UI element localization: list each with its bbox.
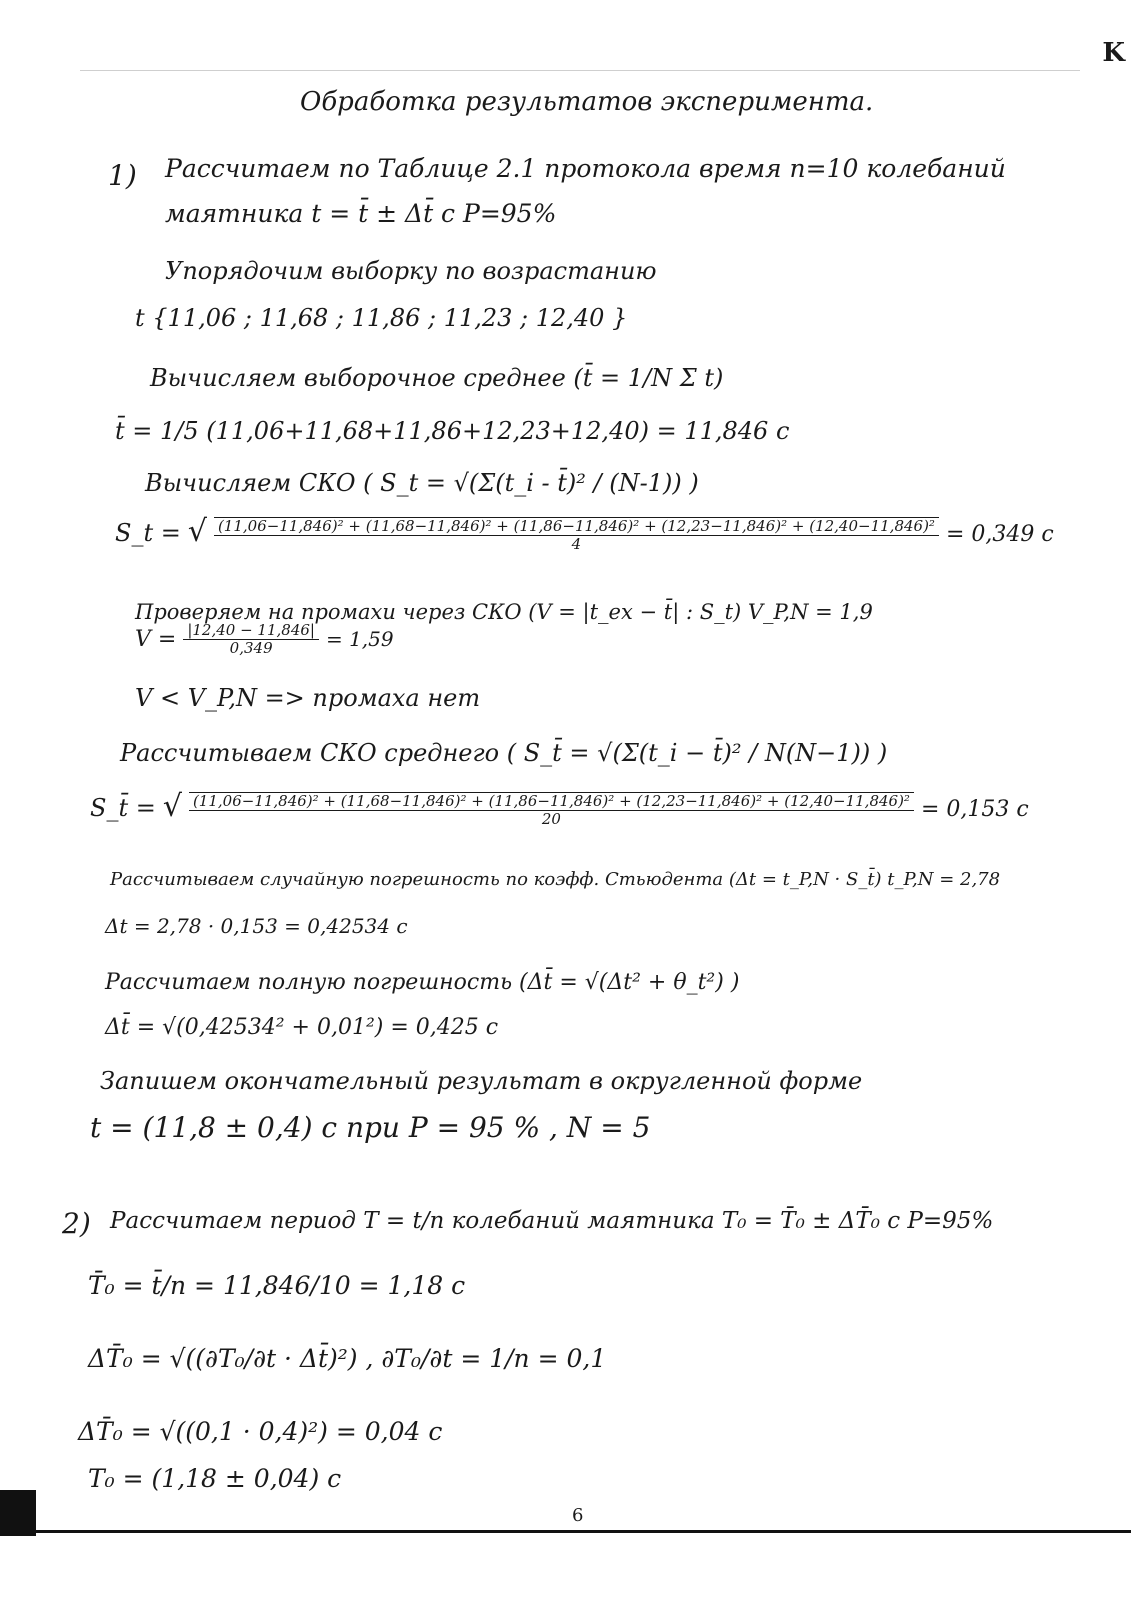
v-result: = 1,59 (325, 626, 394, 651)
section-2-line-1: Рассчитаем период T = t/n колебаний маятника T₀ = T̄₀ ± ΔT̄₀ с P=95% (110, 1208, 994, 1234)
sko-mean-label: S_t̄ = (90, 794, 156, 822)
full-error-intro: Рассчитаем полную погрешность (Δt̄ = √(Δt² + θ_t²) ) (105, 970, 740, 995)
sko-formula: S_t = √ (11,06−11,846)² + (11,68−11,846)² + (11,86−11,846)² + (12,23−11,846)² + (12,40−11,846)² 4 = 0,349 с (115, 514, 1054, 553)
random-error-calc: Δt = 2,78 · 0,153 = 0,42534 с (105, 914, 408, 938)
outlier-intro: Проверяем на промахи через СКО (V = |t_ex − t̄| : S_t) V_P,N = 1,9 (135, 600, 873, 624)
section-1-number: 1) (108, 159, 137, 192)
section-1-line-2: маятника t = t̄ ± Δt̄ с P=95% (165, 199, 557, 228)
section-1-line-1: Рассчитаем по Таблице 2.1 протокола время n=10 колебаний (165, 154, 1006, 183)
sko-mean-result: = 0,153 с (920, 797, 1029, 822)
v-fraction (183, 622, 319, 658)
sko-mean-denominator: 20 (541, 810, 561, 828)
mean-intro: Вычисляем выборочное среднее (t̄ = 1/N Σ t) (150, 364, 724, 392)
bottom-rule (0, 1530, 1131, 1533)
page-number: 6 (572, 1505, 584, 1526)
sample-values: t {11,06 ; 11,68 ; 11,86 ; 11,23 ; 12,40 } (135, 304, 628, 332)
t0-calc: T̄₀ = t̄/n = 11,846/10 = 1,18 с (88, 1271, 466, 1300)
v-formula (135, 622, 394, 658)
sort-text: Упорядочим выборку по возрастанию (165, 257, 657, 285)
corner-mark: K (1102, 38, 1125, 68)
v-conclusion: V < V_P,N => промаха нет (135, 684, 481, 712)
final-intro: Запишем окончательный результат в округленной форме (100, 1067, 863, 1095)
top-rule (80, 70, 1080, 71)
sko-numerator: (11,06−11,846)² + (11,68−11,846)² + (11,86−11,846)² + (12,23−11,846)² + (12,40−11,846)² (214, 517, 939, 536)
dt0-calc: ΔT̄₀ = √((0,1 · 0,4)²) = 0,04 с (78, 1417, 443, 1446)
sko-mean-formula: S_t̄ = √ (11,06−11,846)² + (11,68−11,846)² + (11,86−11,846)² + (12,23−11,846)² + (12,40−11,846)² 20 = 0,153 с (90, 789, 1029, 828)
v-numerator: |12,40 − 11,846| (183, 622, 319, 640)
page-title: Обработка результатов эксперимента. (300, 87, 874, 117)
sko-fraction (214, 517, 939, 554)
sko-mean-intro: Рассчитываем СКО среднего ( S_t̄ = √(Σ(t_i − t̄)² / N(N−1)) ) (120, 739, 888, 767)
sko-mean-numerator: (11,06−11,846)² + (11,68−11,846)² + (11,86−11,846)² + (12,23−11,846)² + (12,40−11,846)² (189, 792, 914, 811)
mean-calc: t̄ = 1/5 (11,06+11,68+11,86+12,23+12,40) = 11,846 с (115, 417, 790, 445)
sko-mean-fraction (189, 792, 914, 829)
random-error-intro: Рассчитываем случайную погрешность по коэфф. Стьюдента (Δt = t_P,N · S_t̄) t_P,N = 2,78 (110, 869, 1001, 890)
sko-denominator: 4 (571, 535, 582, 553)
v-label: V = (135, 626, 177, 652)
sko-label: S_t = (115, 519, 181, 547)
dt0-formula: ΔT̄₀ = √((∂T₀/∂t · Δt̄)²) , ∂T₀/∂t = 1/n = 0,1 (88, 1344, 607, 1373)
v-denominator: 0,349 (229, 639, 273, 658)
t0-result: T₀ = (1,18 ± 0,04) с (88, 1464, 342, 1493)
full-error-calc: Δt̄ = √(0,42534² + 0,01²) = 0,425 с (105, 1015, 499, 1040)
final-result: t = (11,8 ± 0,4) с при P = 95 % , N = 5 (90, 1111, 651, 1144)
section-2-number: 2) (62, 1207, 91, 1240)
sko-intro: Вычисляем СКО ( S_t = √(Σ(t_i - t̄)² / (N-1)) ) (145, 469, 699, 497)
sko-result: = 0,349 с (945, 522, 1054, 547)
